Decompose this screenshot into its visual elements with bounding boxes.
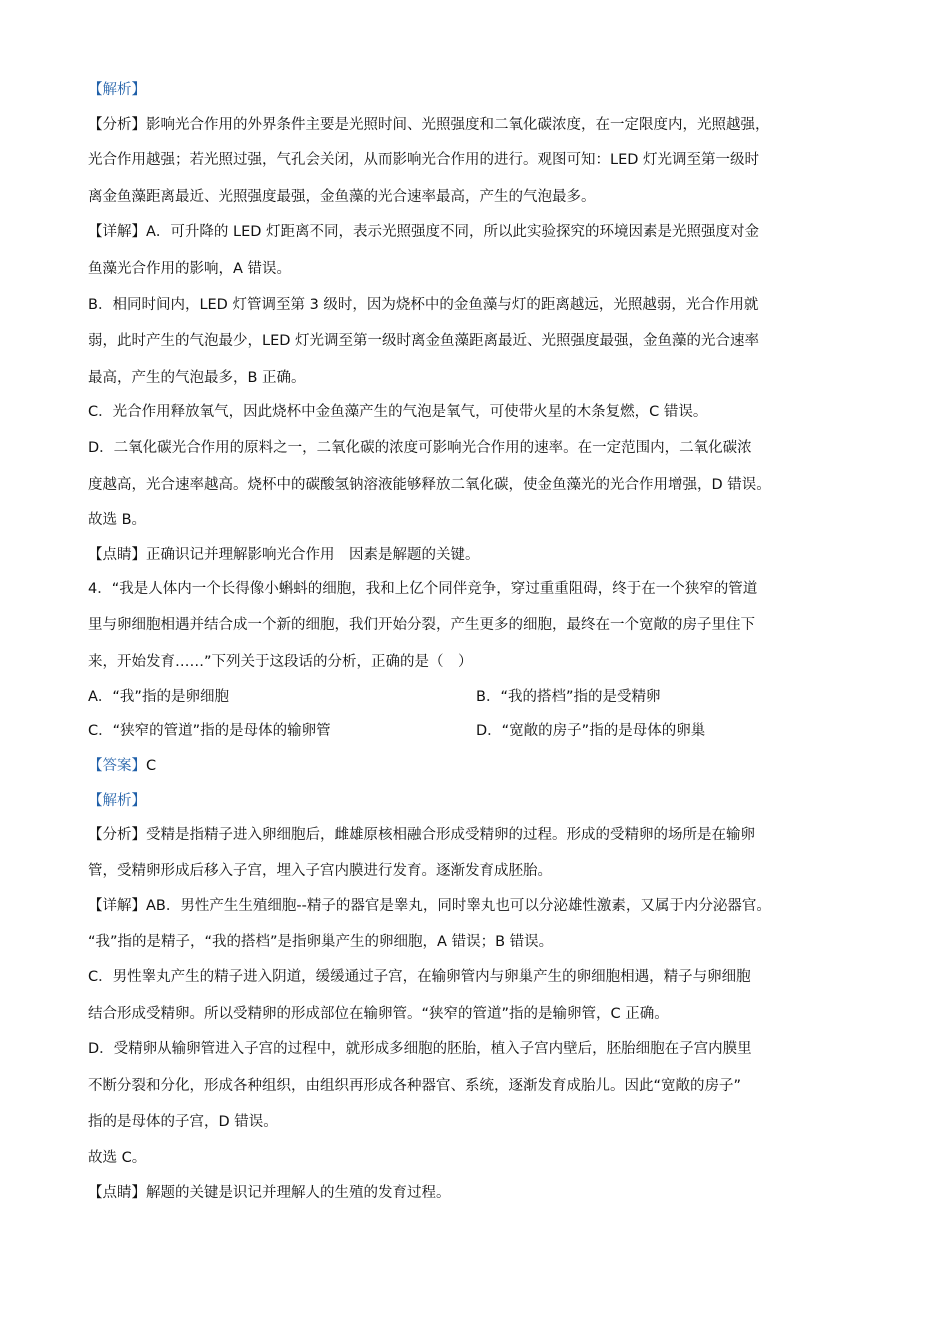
q3-analysis-line-2: 光合作用越强；若光照过强，气孔会关闭，从而影响光合作用的进行。观图可知：LED 灯光调至第一级时 xyxy=(88,152,760,168)
q3-detail-line-2: 鱼藻光合作用的影响，A 错误。 xyxy=(88,261,292,277)
q4-analysis-line-1 xyxy=(88,825,755,845)
q4-option-c-line-2: 结合形成受精卵。所以受精卵的形成部位在输卵管。“狭窄的管道”指的是输卵管，C 正确。 xyxy=(88,1006,669,1022)
q4-option-a: A．“我”指的是卵细胞 xyxy=(88,689,229,705)
detail-text: AB．男性产生生殖细胞--精子的器官是睾丸，同时睾丸也可以分泌雄性激素，又属于内分泌器官。 xyxy=(146,898,771,914)
analysis-label: 【分析】 xyxy=(88,827,146,843)
q3-detail-line-1 xyxy=(88,222,759,242)
tip-text: 解题的关键是识记并理解人的生殖的发育过程。 xyxy=(146,1185,451,1201)
analysis-text: 受精是指精子进入卵细胞后，雌雄原核相融合形成受精卵的过程。形成的受精卵的场所是在输卵 xyxy=(146,827,755,843)
q3-option-d-line-2: 度越高，光合速率越高。烧杯中的碳酸氢钠溶液能够释放二氧化碳，使金鱼藻光的光合作用增强，D 错误。 xyxy=(88,477,771,493)
q3-option-c-line-1: C．光合作用释放氧气，因此烧杯中金鱼藻产生的气泡是氧气，可使带火星的木条复燃，C 错误。 xyxy=(88,404,708,420)
q3-option-b-line-3: 最高，产生的气泡最多，B 正确。 xyxy=(88,370,306,386)
detail-text: A．可升降的 LED 灯距离不同，表示光照强度不同，所以此实验探究的环境因素是光照强度对金 xyxy=(146,224,760,240)
detail-label: 【详解】 xyxy=(88,224,146,240)
tip-label: 【点睛】 xyxy=(88,547,146,563)
tip-label: 【点睛】 xyxy=(88,1185,146,1201)
q4-option-d-line-2: 不断分裂和分化，形成各种组织，由组织再形成各种器官、系统，逐渐发育成胎儿。因此“宽敞的房子” xyxy=(88,1078,742,1094)
q4-tip-line xyxy=(88,1183,451,1203)
q4-option-c: C．“狭窄的管道”指的是母体的输卵管 xyxy=(88,723,331,739)
q4-option-d-line-1: D．受精卵从输卵管进入子宫的过程中，就形成多细胞的胚胎，植入子宫内壁后，胚胎细胞在子宫内膜里 xyxy=(88,1041,752,1057)
analysis-text: 影响光合作用的外界条件主要是光照时间、光照强度和二氧化碳浓度，在一定限度内，光照越强， xyxy=(146,117,770,133)
q3-analysis-line-1 xyxy=(88,115,770,135)
q3-analysis-line-3: 离金鱼藻距离最近、光照强度最强，金鱼藻的光合速率最高，产生的气泡最多。 xyxy=(88,189,596,205)
analysis-label: 【分析】 xyxy=(88,117,146,133)
q4-stem-line-3: 来，开始发育……”下列关于这段话的分析，正确的是（ ） xyxy=(88,654,473,670)
q4-option-b: B．“我的搭档”指的是受精卵 xyxy=(476,689,661,705)
q4-stem-line-2: 里与卵细胞相遇并结合成一个新的细胞，我们开始分裂，产生更多的细胞，最终在一个宽敞的房子里住下 xyxy=(88,617,755,633)
detail-label: 【详解】 xyxy=(88,898,146,914)
q4-analysis-line-2: 管，受精卵形成后移入子宫，埋入子宫内膜进行发育。逐渐发育成胚胎。 xyxy=(88,863,552,879)
q4-choose: 故选 C。 xyxy=(88,1150,147,1166)
q4-option-c-line-1: C．男性睾丸产生的精子进入阴道，缓缓通过子宫，在输卵管内与卵巢产生的卵细胞相遇，精子与卵细胞 xyxy=(88,969,751,985)
q3-option-b-line-1: B．相同时间内，LED 灯管调至第 3 级时，因为烧杯中的金鱼藻与灯的距离越远，光照越弱，光合作用就 xyxy=(88,297,759,313)
q4-stem-line-1: 4．“我是人体内一个长得像小蝌蚪的细胞，我和上亿个同伴竞争，穿过重重阻碍，终于在一个狭窄的管道 xyxy=(88,581,758,597)
q4-option-d: D．“宽敞的房子”指的是母体的卵巢 xyxy=(476,723,706,739)
tip-text: 正确识记并理解影响光合作用 因素是解题的关键。 xyxy=(146,547,480,563)
q4-option-d-line-3: 指的是母体的子宫，D 错误。 xyxy=(88,1114,278,1130)
answer-value: C xyxy=(146,758,157,774)
q4-detail-line-2: “我”指的是精子，“我的搭档”是指卵巢产生的卵细胞，A 错误；B 错误。 xyxy=(88,934,554,950)
q3-choose: 故选 B。 xyxy=(88,512,147,528)
q4-detail-line-1 xyxy=(88,896,771,916)
q3-option-d-line-1: D．二氧化碳光合作用的原料之一，二氧化碳的浓度可影响光合作用的速率。在一定范围内，二氧化碳浓 xyxy=(88,440,752,456)
answer-label: 【答案】 xyxy=(88,758,146,774)
q4-analysis-heading: 【解析】 xyxy=(88,793,146,809)
q3-analysis-heading: 【解析】 xyxy=(88,82,146,98)
q3-option-b-line-2: 弱，此时产生的气泡最少，LED 灯光调至第一级时离金鱼藻距离最近、光照强度最强，金鱼藻的光合速率 xyxy=(88,333,760,349)
q4-answer-line xyxy=(88,756,156,776)
q3-tip-line xyxy=(88,545,480,565)
